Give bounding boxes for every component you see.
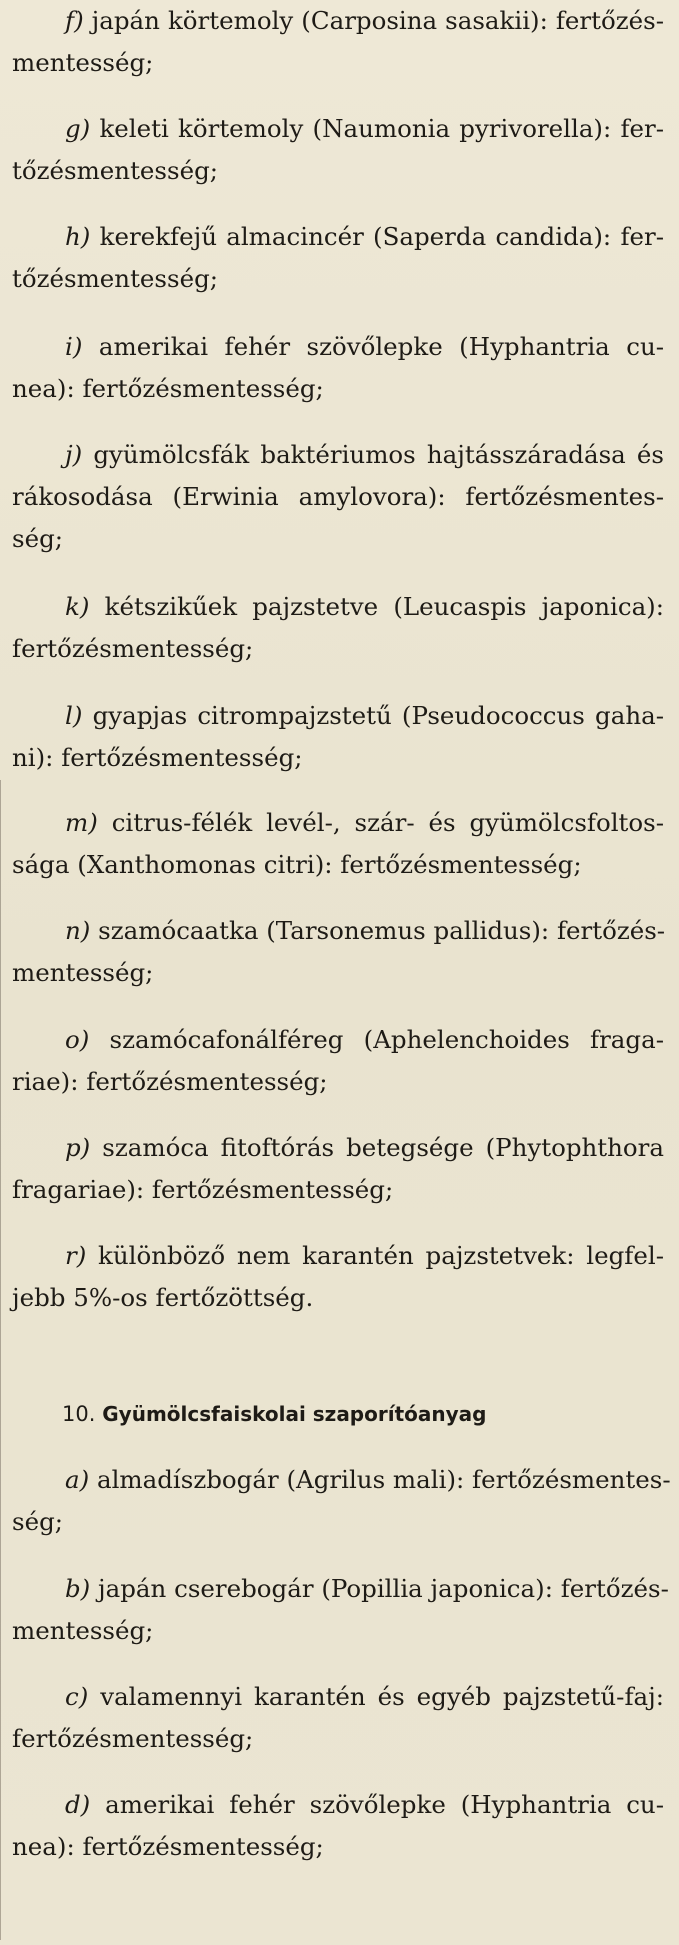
list-item-p <box>12 1127 664 1211</box>
list-item-line: g) keleti körtemoly (Naumonia pyrivorella): fer- <box>65 114 664 143</box>
list-item-line: ni): fertőzésmentesség; <box>12 743 303 772</box>
list-item-line: fertőzésmentesség; <box>12 634 254 663</box>
list-item-line: h) kerekfejű almacincér (Saperda candida): fer- <box>65 222 665 251</box>
list-item-line: tőzésmentesség; <box>12 264 219 293</box>
list-item-line: k) kétszikűek pajzstetve (Leucaspis japonica): <box>65 592 664 621</box>
item-letter: p) <box>65 1133 91 1162</box>
list-item-a <box>12 1459 671 1543</box>
list-item-line: nea): fertőzésmentesség; <box>12 1832 324 1861</box>
list-item-b <box>12 1568 669 1652</box>
list-item-f <box>12 0 664 84</box>
list-item-d <box>12 1784 664 1868</box>
list-item-line: l) gyapjas citrompajzstetű (Pseudococcus gaha- <box>65 701 664 730</box>
list-item-h <box>12 216 664 300</box>
list-item-line: nea): fertőzésmentesség; <box>12 374 324 403</box>
list-item-line: riae): fertőzésmentesség; <box>12 1067 328 1096</box>
list-item-line: ség; <box>12 524 64 553</box>
item-letter: h) <box>65 222 91 251</box>
list-item-line: fertőzésmentesség; <box>12 1724 254 1753</box>
list-item-line: fragariae): fertőzésmentesség; <box>12 1175 394 1204</box>
section-number: 10. <box>62 1402 96 1426</box>
list-item-i <box>12 326 664 410</box>
page-edge-line <box>0 780 1 1940</box>
section-title: Gyümölcsfaiskolai szaporítóanyag <box>102 1402 487 1426</box>
item-letter: g) <box>65 114 91 143</box>
list-item-line: mentesség; <box>12 1616 154 1645</box>
item-letter: r) <box>65 1241 87 1270</box>
list-item-m <box>12 802 664 886</box>
list-item-c <box>12 1676 664 1760</box>
list-item-line: o) szamócafonálféreg (Aphelenchoides fraga- <box>65 1025 664 1054</box>
item-letter: k) <box>65 592 90 621</box>
list-item-line: ség; <box>12 1507 64 1536</box>
list-item-line: mentesség; <box>12 48 154 77</box>
item-letter: o) <box>65 1025 90 1054</box>
list-item-line: n) szamócaatka (Tarsonemus pallidus): fertőzés- <box>65 916 666 945</box>
list-item-line: b) japán cserebogár (Popillia japonica): fertőzés- <box>65 1574 669 1603</box>
section-heading <box>62 1393 486 1436</box>
item-letter: c) <box>65 1682 89 1711</box>
list-item-line: mentesség; <box>12 958 154 987</box>
list-item-k <box>12 586 664 670</box>
list-item-line: d) amerikai fehér szövőlepke (Hyphantria cu- <box>65 1790 664 1819</box>
list-item-l <box>12 695 664 779</box>
list-item-line: a) almadíszbogár (Agrilus mali): fertőzésmentes- <box>65 1465 671 1494</box>
list-item-line: f) japán körtemoly (Carposina sasakii): fertőzés- <box>65 6 664 35</box>
list-item-o <box>12 1019 664 1103</box>
list-item-line: c) valamennyi karantén és egyéb pajzstetű-faj: <box>65 1682 664 1711</box>
item-letter: b) <box>65 1574 91 1603</box>
item-letter: d) <box>65 1790 91 1819</box>
list-item-line: tőzésmentesség; <box>12 156 219 185</box>
item-letter: l) <box>65 701 83 730</box>
list-item-line: j) gyümölcsfák baktériumos hajtásszáradása és <box>65 440 664 469</box>
item-letter: i) <box>65 332 83 361</box>
list-item-g <box>12 108 664 192</box>
item-letter: n) <box>65 916 91 945</box>
item-letter: j) <box>65 440 83 469</box>
list-item-n <box>12 910 664 994</box>
list-item-line: i) amerikai fehér szövőlepke (Hyphantria cu- <box>65 332 664 361</box>
list-item-line: rákosodása (Erwinia amylovora): fertőzésmentes- <box>12 482 664 511</box>
item-letter: m) <box>65 808 98 837</box>
list-item-r <box>12 1235 664 1319</box>
list-item-line: jebb 5%-os fertőzöttség. <box>12 1283 314 1312</box>
item-letter: f) <box>65 6 84 35</box>
list-item-j <box>12 434 664 560</box>
item-letter: a) <box>65 1465 90 1494</box>
list-item-line: p) szamóca fitoftórás betegsége (Phytophthora <box>65 1133 664 1162</box>
list-item-line: m) citrus-félék levél-, szár- és gyümölcsfoltos- <box>65 808 665 837</box>
list-item-line: sága (Xanthomonas citri): fertőzésmentesség; <box>12 850 582 879</box>
list-item-line: r) különböző nem karantén pajzstetvek: legfel- <box>65 1241 664 1270</box>
